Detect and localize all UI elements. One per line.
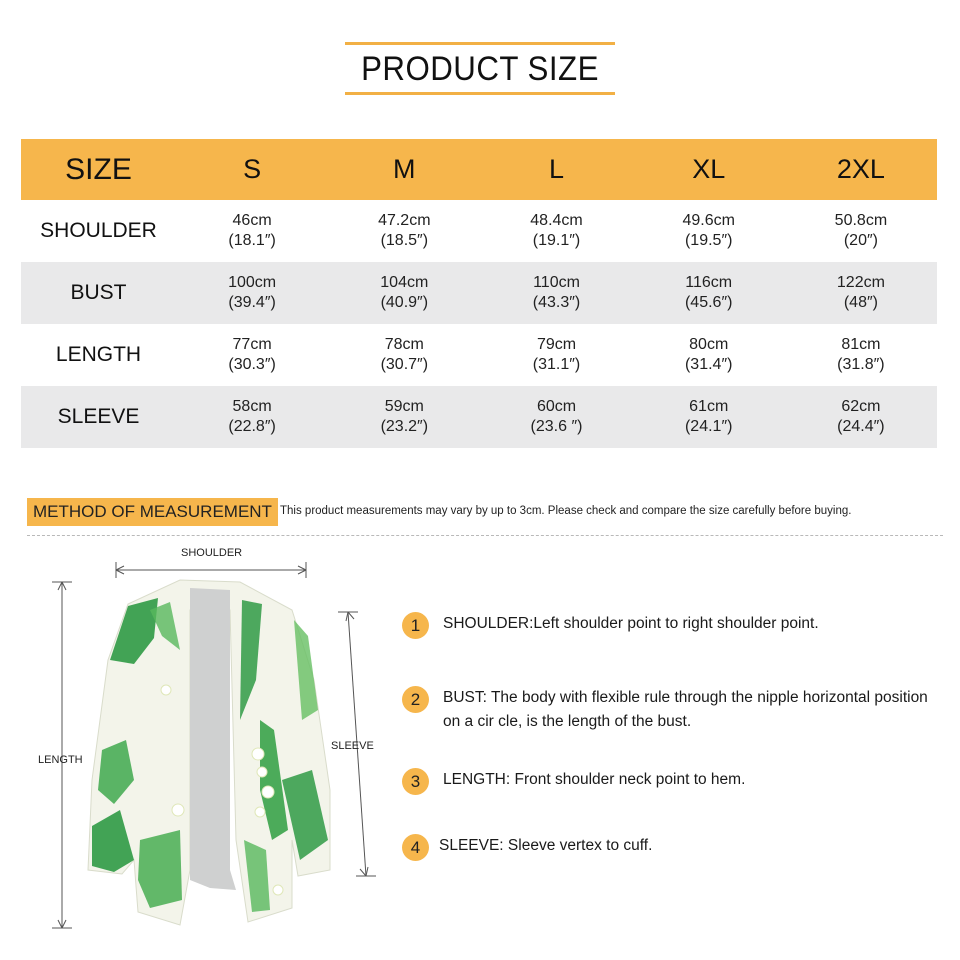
size-col-l: L <box>548 154 565 184</box>
table-cell: 58cm (22.8″) <box>228 398 276 435</box>
cardigan-opening <box>190 588 236 890</box>
table-cell: 80cm (31.4″) <box>684 336 733 373</box>
table-cell: 60cm (23.6 ″) <box>530 398 583 435</box>
instruction-item <box>402 686 942 734</box>
size-col-m: M <box>393 154 416 184</box>
table-cell: 46cm (18.1″) <box>228 212 276 249</box>
instruction-text: SHOULDER:Left shoulder point to right shoulder point. <box>443 615 819 632</box>
table-cell: 116cm (45.6″) <box>684 274 733 311</box>
row-label: BUST <box>70 281 127 304</box>
title-rule-top <box>345 42 615 45</box>
table-cell: 62cm (24.4″) <box>837 398 885 435</box>
table-row-sleeve <box>21 386 937 448</box>
table-cell: 77cm (30.3″) <box>228 336 276 373</box>
instruction-item <box>402 612 942 639</box>
table-cell: 122cm (48″) <box>836 274 885 311</box>
row-label: SHOULDER <box>40 219 157 242</box>
table-cell: 50.8cm (20″) <box>834 212 888 249</box>
step-number-badge: 2 <box>402 686 429 713</box>
section-divider <box>27 535 943 536</box>
shoulder-dimension-label: SHOULDER <box>181 547 243 559</box>
length-dimension-label: LENGTH <box>38 754 83 766</box>
size-col-2xl: 2XL <box>836 154 885 184</box>
size-table <box>21 139 937 448</box>
table-cell: 81cm (31.8″) <box>837 336 885 373</box>
table-cell: 100cm (39.4″) <box>228 274 277 311</box>
method-heading: METHOD OF MEASUREMENT <box>27 498 278 526</box>
table-cell: 61cm (24.1″) <box>684 398 733 435</box>
instruction-text: LENGTH: Front shoulder neck point to hem. <box>443 771 746 788</box>
step-number-badge: 3 <box>402 768 429 795</box>
table-cell: 47.2cm (18.5″) <box>378 212 431 249</box>
table-cell: 79cm (31.1″) <box>532 336 581 373</box>
row-label: LENGTH <box>55 343 142 366</box>
step-number-badge: 1 <box>402 612 429 639</box>
table-cell: 78cm (30.7″) <box>380 336 429 373</box>
row-label: SLEEVE <box>57 405 140 428</box>
table-cell: 104cm (40.9″) <box>380 274 429 311</box>
sleeve-dimension-label: SLEEVE <box>331 740 374 752</box>
table-cell: 49.6cm (19.5″) <box>682 212 735 249</box>
table-cell: 110cm (43.3″) <box>532 274 581 311</box>
step-number-badge: 4 <box>402 834 429 861</box>
title-block <box>345 42 615 96</box>
instruction-item <box>402 834 942 861</box>
size-col-xl: XL <box>692 154 726 184</box>
garment-illustration <box>30 540 390 940</box>
instruction-text: BUST: The body with flexible rule through the nipple horizontal position on a cir cle, is the length of the bust. <box>443 689 928 730</box>
table-row-length <box>21 324 937 386</box>
title-rule-bottom <box>345 92 615 95</box>
method-note: This product measurements may vary by up to 3cm. Please check and compare the size carefully before buying. <box>280 505 852 517</box>
instruction-item <box>402 768 942 795</box>
size-col-s: S <box>243 154 262 184</box>
table-row-shoulder <box>21 200 937 262</box>
size-table-header <box>21 139 937 200</box>
table-row-bust <box>21 262 937 324</box>
instruction-text: SLEEVE: Sleeve vertex to cuff. <box>439 837 653 854</box>
table-cell: 59cm (23.2″) <box>380 398 429 435</box>
size-header-label: SIZE <box>65 152 132 186</box>
table-cell: 48.4cm (19.1″) <box>530 212 583 249</box>
page-title: PRODUCT SIZE <box>361 50 599 88</box>
